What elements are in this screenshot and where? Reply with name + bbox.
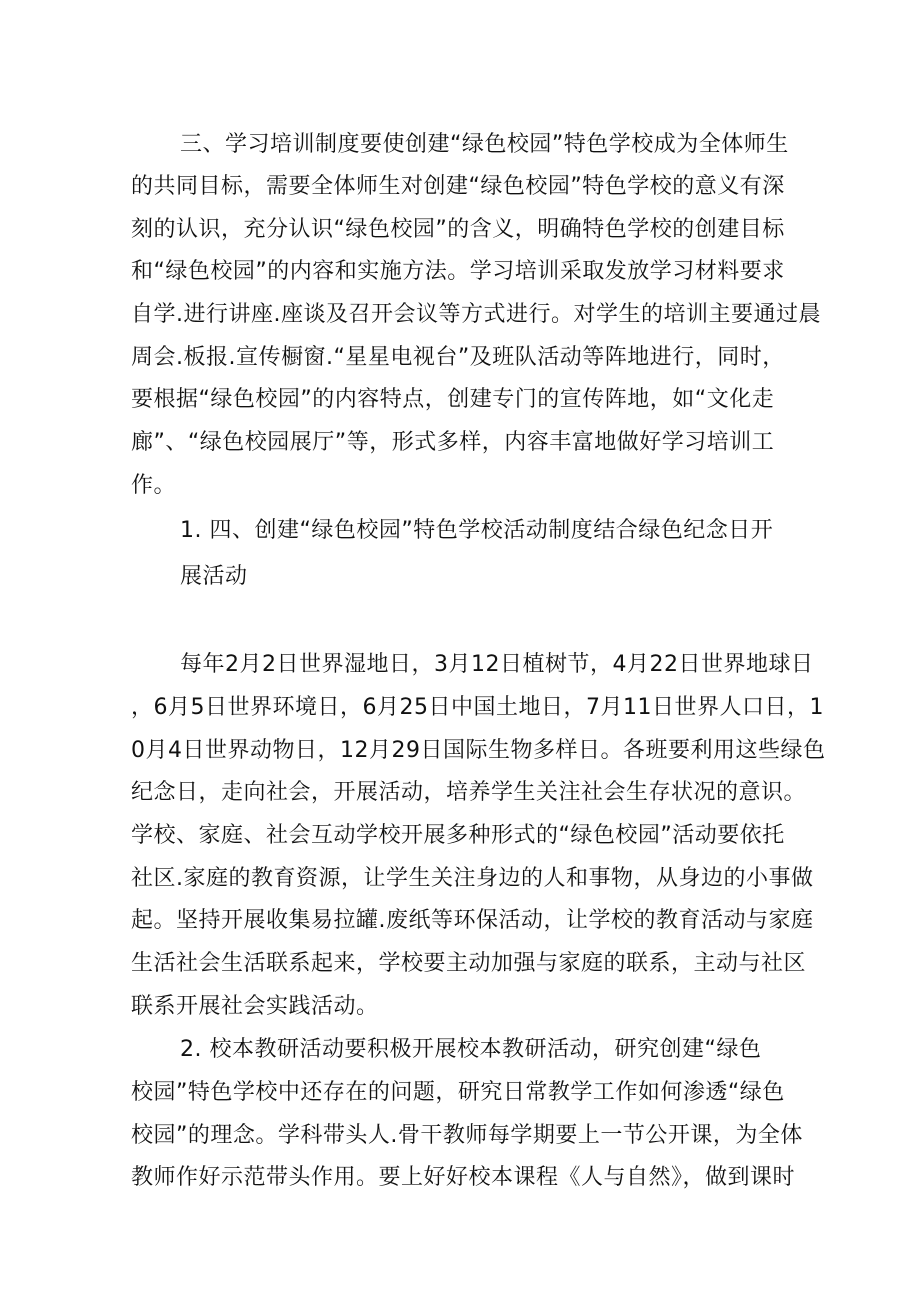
text-line: 刻的认识，充分认识“绿色校园”的含义，明确特色学校的创建目标 — [131, 217, 785, 242]
text-line: 校园”的理念。学科带头人.骨干教师每学期要上一节公开课，为全体 — [131, 1123, 803, 1148]
section-heading-line: 展活动 — [180, 564, 248, 589]
text-line: 纪念日，走向社会，开展活动，培养学生关注社会生存状况的意识。 — [131, 780, 807, 805]
text-line: 自学.进行讲座.座谈及召开会议等方式进行。对学生的培训主要通过晨 — [131, 302, 821, 327]
text-line: 学校、家庭、社会互动学校开展多种形式的“绿色校园”活动要依托 — [131, 823, 785, 848]
text-line: 起。坚持开展收集易拉罐.废纸等环保活动，让学校的教育活动与家庭 — [131, 908, 814, 933]
section-heading-line: 2. 校本教研活动要积极开展校本教研活动，研究创建“绿色 — [180, 1037, 762, 1062]
text-line: 要根据“绿色校园”的内容特点，创建专门的宣传阵地，如“文化走 — [131, 387, 775, 412]
text-line: 校园”特色学校中还存在的问题，研究日常教学工作如何渗透“绿色 — [131, 1080, 785, 1105]
text-line: ，6月5日世界环境日，6月25日中国土地日，7月11日世界人口日，1 — [131, 695, 824, 720]
text-line: 的共同目标，需要全体师生对创建“绿色校园”特色学校的意义有深 — [131, 174, 785, 199]
text-line: 三、学习培训制度要使创建“绿色校园”特色学校成为全体师生 — [180, 132, 789, 157]
text-line: 作。 — [131, 473, 177, 498]
text-line: 生活社会生活联系起来，学校要主动加强与家庭的联系，主动与社区 — [131, 951, 807, 976]
text-line: 廊”、“绿色校园展厅”等，形式多样，内容丰富地做好学习培训工 — [131, 430, 775, 455]
text-line: 教师作好示范带头作用。要上好好校本课程《人与自然》，做到课时 — [131, 1165, 796, 1190]
text-line: 联系开展社会实践活动。 — [131, 994, 379, 1019]
text-line: 和“绿色校园”的内容和实施方法。学习培训采取发放学习材料要求 — [131, 259, 785, 284]
text-line: 每年2月2日世界湿地日，3月12日植树节，4月22日世界地球日 — [180, 652, 814, 677]
text-line: 0月4日世界动物日，12月29日国际生物多样日。各班要利用这些绿色 — [131, 738, 826, 763]
text-line: 社区.家庭的教育资源，让学生关注身边的人和事物，从身边的小事做 — [131, 866, 814, 891]
text-line: 周会.板报.宣传橱窗.“星星电视台”及班队活动等阵地进行，同时， — [131, 345, 785, 370]
section-heading-line: 1. 四、创建“绿色校园”特色学校活动制度结合绿色纪念日开 — [180, 518, 774, 543]
